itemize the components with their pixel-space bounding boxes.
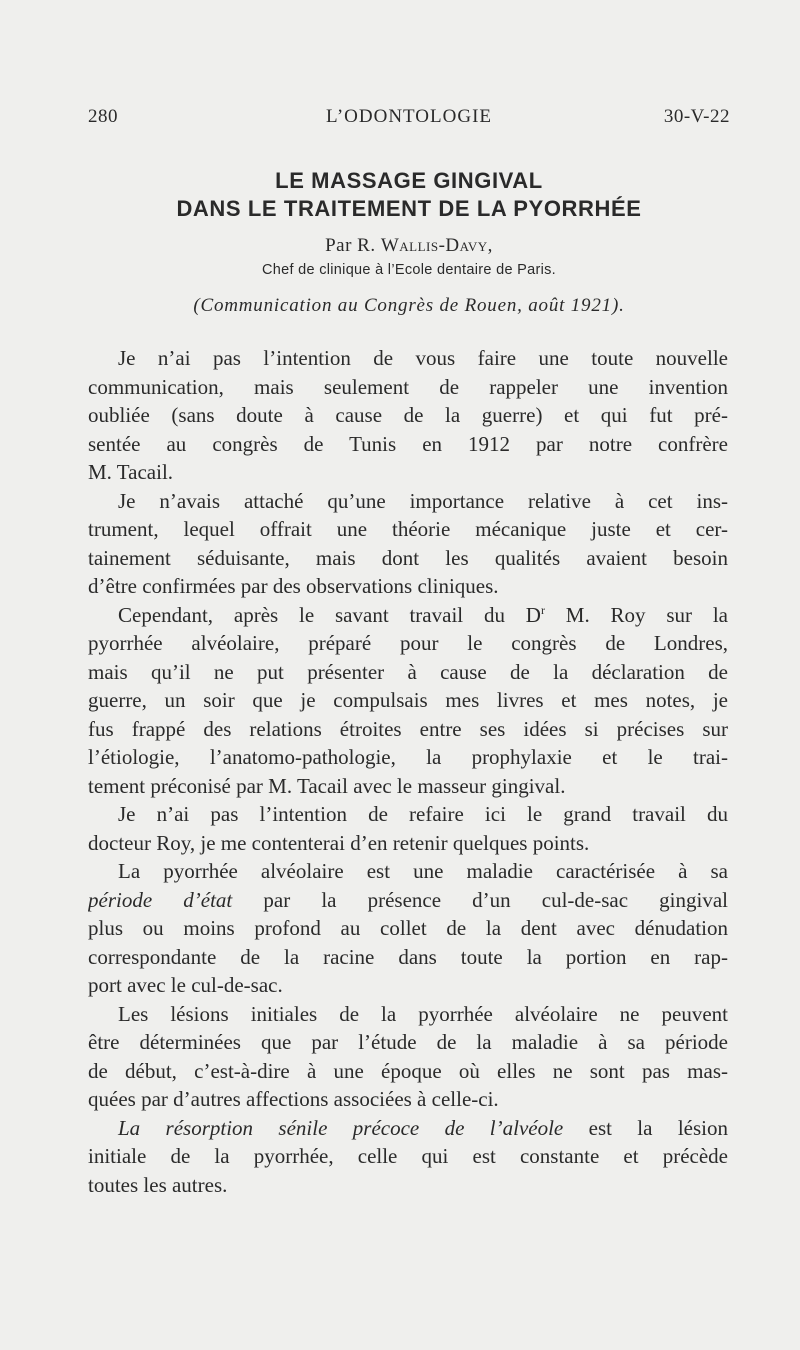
author-affiliation: Chef de clinique à l’Ecole dentaire de Paris. bbox=[262, 262, 556, 278]
text-line: mais qu’il ne put présenter à cause de la déclaration de bbox=[88, 659, 728, 684]
text-line: port avec le cul-de-sac. bbox=[88, 973, 283, 997]
text-line: fus frappé des relations étroites entre ses idées si précises sur bbox=[88, 716, 728, 741]
page-number: 280 bbox=[88, 106, 118, 127]
byline bbox=[88, 235, 730, 257]
text-line: toutes les autres. bbox=[88, 1172, 228, 1197]
issue-date: 30-V-22 bbox=[663, 106, 730, 127]
article-title-line-2: DANS LE TRAITEMENT DE LA PYORRHÉE bbox=[176, 196, 642, 221]
text-line: La pyorrhée alvéolaire est une maladie caractérisée à sa bbox=[118, 859, 728, 883]
text-line: sentée au congrès de Tunis en 1912 par notre confrère bbox=[88, 431, 728, 456]
text-line: communication, mais seulement de rappeler une invention bbox=[88, 374, 728, 399]
text-run: est la lésion bbox=[563, 1115, 728, 1140]
article-title-line-1: LE MASSAGE GINGIVAL bbox=[275, 168, 543, 193]
text-line: tement préconisé par M. Tacail avec le masseur gingival. bbox=[88, 773, 566, 798]
superscript: r bbox=[540, 602, 545, 617]
text-line: d’être confirmées par des observations cliniques. bbox=[88, 574, 499, 598]
text-run: M. Roy sur la bbox=[544, 602, 728, 627]
text-run: par la présence d’un cul-de-sac gingival bbox=[232, 887, 728, 912]
communication-note: (Communication au Congrès de Rouen, août 1921). bbox=[193, 295, 625, 316]
text-line: être déterminées que par l’étude de la maladie à sa période bbox=[88, 1030, 728, 1054]
text-line: trument, lequel offrait une théorie mécanique juste et cer- bbox=[88, 517, 728, 541]
italic-run: La résorption sénile précoce de l’alvéole bbox=[118, 1115, 564, 1140]
text-line: pyorrhée alvéolaire, préparé pour le congrès de Londres, bbox=[88, 631, 728, 655]
byline-prefix: Par R. bbox=[325, 235, 381, 256]
text-line bbox=[88, 1114, 728, 1143]
article-body bbox=[88, 344, 728, 1199]
italic-run: période d’état bbox=[88, 887, 233, 912]
author-name: Wallis-Davy, bbox=[380, 235, 493, 256]
text-line: de début, c’est-à-dire à une époque où elles ne sont pas mas- bbox=[88, 1058, 728, 1083]
text-line: Les lésions initiales de la pyorrhée alvéolaire ne peuvent bbox=[118, 1001, 728, 1026]
text-line: quées par d’autres affections associées à celle-ci. bbox=[88, 1087, 499, 1111]
journal-title: L’ODONTOLOGIE bbox=[325, 106, 493, 127]
text-line: Je n’ai pas l’intention de refaire ici le grand travail du bbox=[118, 802, 728, 826]
text-run: Cependant, après le savant travail du D bbox=[118, 602, 541, 627]
text-line: plus ou moins profond au collet de la dent avec dénudation bbox=[88, 916, 728, 940]
text-line: Je n’avais attaché qu’une importance relative à cet ins- bbox=[118, 488, 728, 513]
text-line: oubliée (sans doute à cause de la guerre) et qui fut pré- bbox=[88, 403, 728, 427]
text-line: docteur Roy, je me contenterai d’en retenir quelques points. bbox=[88, 830, 590, 855]
text-line: l’étiologie, l’anatomo-pathologie, la prophylaxie et le trai- bbox=[88, 745, 728, 769]
text-line: correspondante de la racine dans toute la portion en rap- bbox=[88, 944, 728, 969]
text-line: guerre, un soir que je compulsais mes livres et mes notes, je bbox=[88, 688, 728, 712]
text-line: Je n’ai pas l’intention de vous faire une toute nouvelle bbox=[118, 346, 728, 370]
text-line bbox=[88, 601, 728, 630]
text-line: initiale de la pyorrhée, celle qui est constante et précède bbox=[88, 1144, 728, 1168]
text-line: tainement séduisante, mais dont les qualités avaient besoin bbox=[88, 545, 728, 570]
text-line bbox=[88, 886, 728, 915]
text-line: M. Tacail. bbox=[88, 460, 174, 484]
